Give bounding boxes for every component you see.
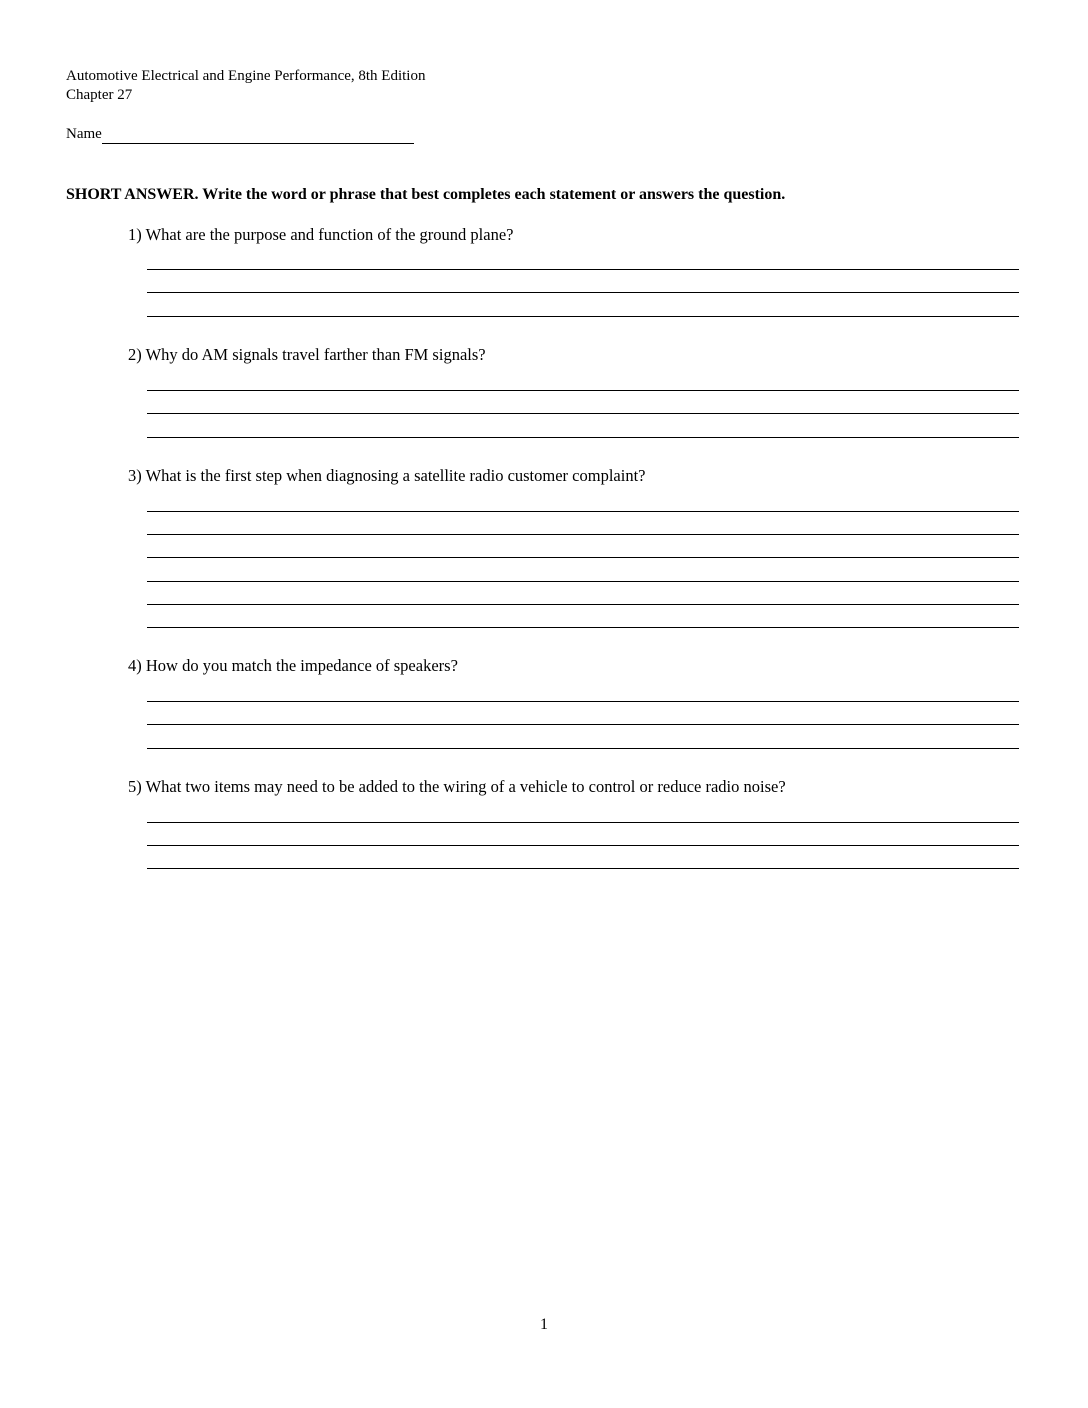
answer-line[interactable] — [147, 724, 1019, 725]
answer-line[interactable] — [147, 701, 1019, 702]
document-header — [66, 67, 425, 105]
question-5: 5) What two items may need to be added to the wiring of a vehicle to control or reduce radio noise? — [128, 777, 786, 796]
instructions: SHORT ANSWER. Write the word or phrase that best completes each statement or answers the question. — [66, 186, 786, 203]
question-1: 1) What are the purpose and function of the ground plane? — [128, 225, 514, 244]
answer-line[interactable] — [147, 534, 1019, 535]
answer-line[interactable] — [147, 390, 1019, 391]
name-field — [66, 125, 414, 144]
book-title: Automotive Electrical and Engine Performance, 8th Edition — [66, 68, 426, 84]
answer-line[interactable] — [147, 627, 1019, 628]
answer-line[interactable] — [147, 413, 1019, 414]
answer-line[interactable] — [147, 557, 1019, 558]
answer-line[interactable] — [147, 269, 1019, 270]
page-number: 1 — [540, 1316, 548, 1333]
name-label: Name — [66, 126, 102, 142]
answer-line[interactable] — [147, 316, 1019, 317]
answer-line[interactable] — [147, 748, 1019, 749]
name-input-line[interactable] — [102, 127, 414, 144]
answer-line[interactable] — [147, 822, 1019, 823]
answer-line[interactable] — [147, 511, 1019, 512]
answer-line[interactable] — [147, 292, 1019, 293]
chapter-label: Chapter 27 — [66, 87, 133, 103]
answer-line[interactable] — [147, 581, 1019, 582]
answer-line[interactable] — [147, 868, 1019, 869]
question-2: 2) Why do AM signals travel farther than FM signals? — [128, 345, 486, 364]
question-4: 4) How do you match the impedance of speakers? — [128, 656, 458, 675]
answer-line[interactable] — [147, 437, 1019, 438]
answer-line[interactable] — [147, 845, 1019, 846]
question-3: 3) What is the first step when diagnosing a satellite radio customer complaint? — [128, 466, 646, 485]
answer-line[interactable] — [147, 604, 1019, 605]
